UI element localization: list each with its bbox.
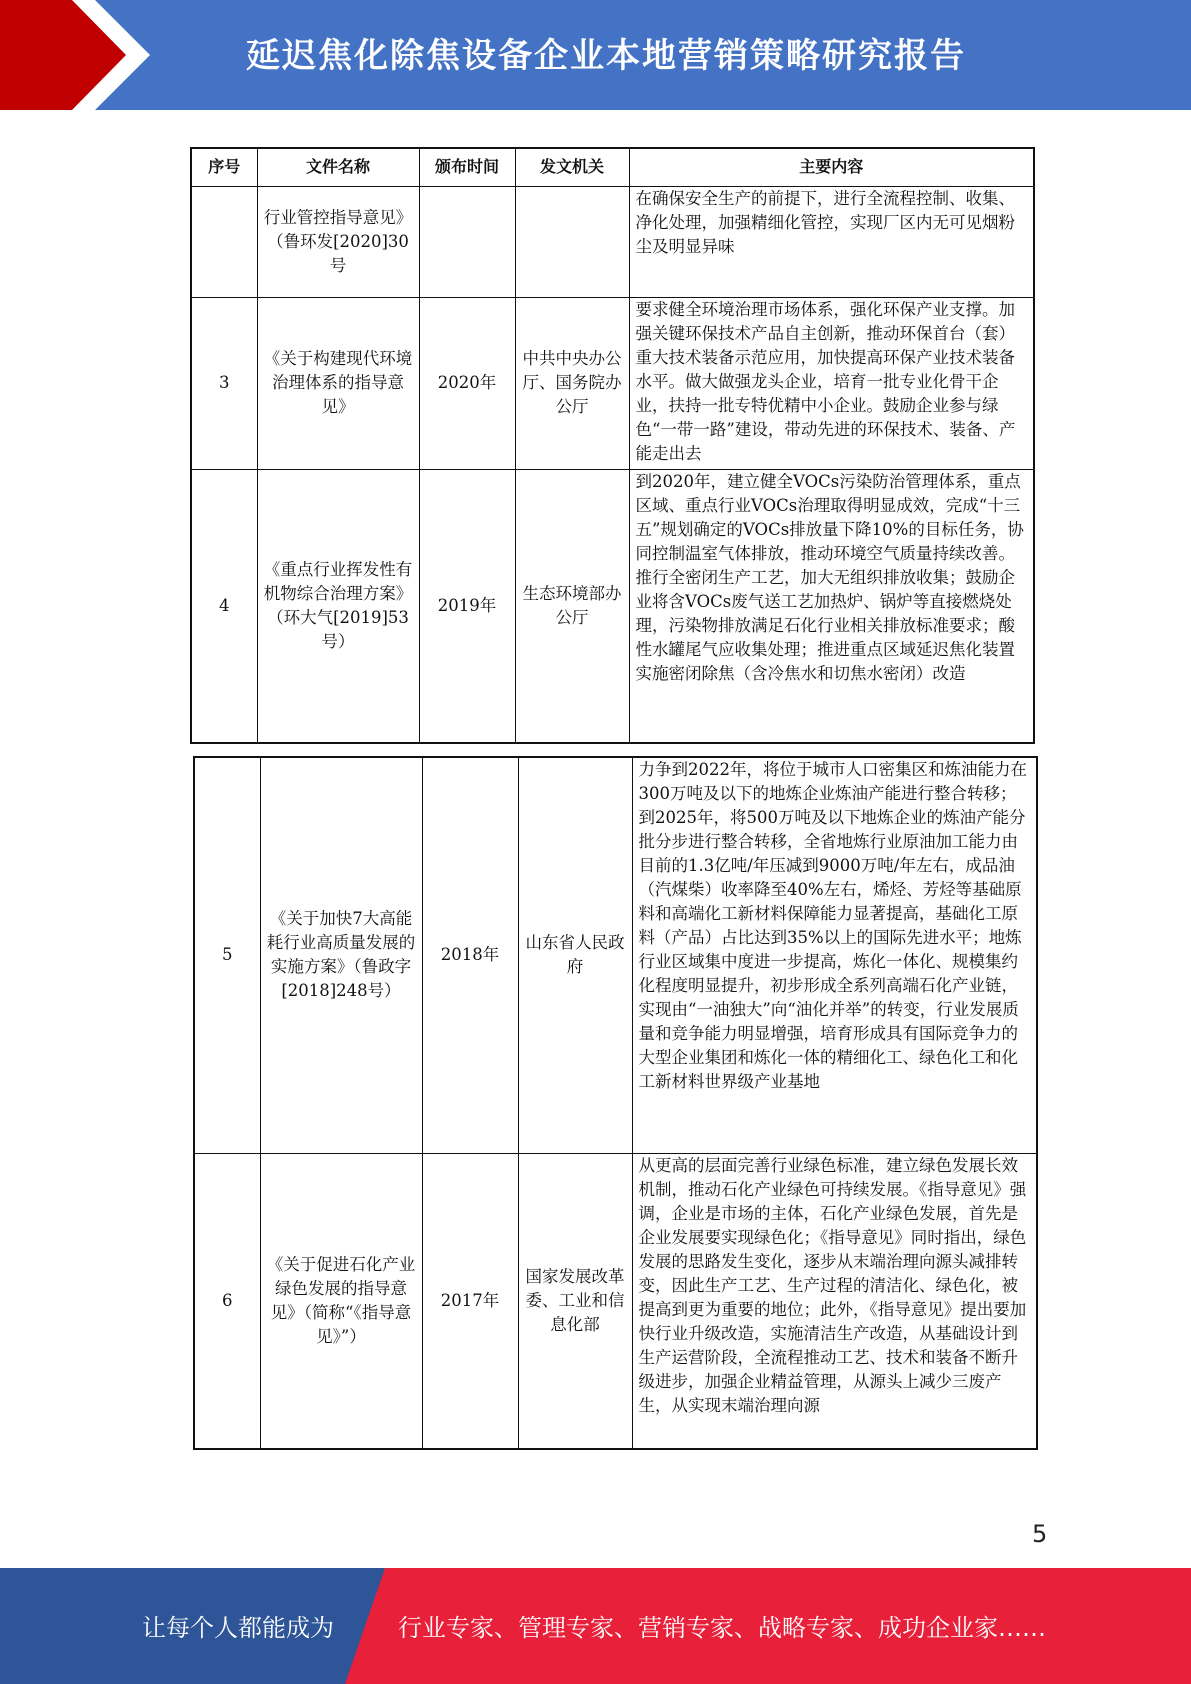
table-row [191, 297, 1034, 469]
page-title: 延迟焦化除焦设备企业本地营销策略研究报告 [246, 36, 966, 76]
page-header [0, 0, 1191, 110]
col-header-issuer: 发文机关 [515, 148, 629, 186]
cell-no: 3 [191, 297, 257, 469]
header-chevron-icon [0, 0, 160, 110]
col-header-name: 文件名称 [257, 148, 419, 186]
table-row [194, 757, 1037, 1153]
cell-content: 力争到2022年，将位于城市人口密集区和炼油能力在300万吨及以下的地炼企业炼油产能进行整合转移；到2025年，将500万吨及以下地炼企业的炼油产能分批分步进行整合转移，全省地炼行业原油加工能力由目前的1.3亿吨/年压减到9000万吨/年左右，成品油（汽煤柴）收率降至40%左右，烯烃、芳烃等基础原料和高端化工新材料保障能力显著提高，基础化工原料（产品）占比达到35%以上的国际先进水平；地炼行业区域集中度进一步提高，炼化一体化、规模集约化程度明显提升，初步形成全系列高端石化产业链，实现由“一油独大”向“油化并举”的转变，行业发展质量和竞争能力明显增强，培育形成具有国际竞争力的大型企业集团和炼化一体的精细化工、绿色化工和化工新材料世界级产业基地 [632, 757, 1037, 1153]
table-row [191, 469, 1034, 743]
cell-date: 2019年 [419, 469, 515, 743]
cell-name: 《重点行业挥发性有机物综合治理方案》（环大气[2019]53号） [257, 469, 419, 743]
table-row [194, 1153, 1037, 1449]
col-header-content: 主要内容 [629, 148, 1034, 186]
col-header-no: 序号 [191, 148, 257, 186]
table-header-row [191, 148, 1034, 186]
footer-slogan-left: 让每个人都能成为 [142, 1614, 334, 1642]
cell-date: 2020年 [419, 297, 515, 469]
cell-name: 《关于加快7大高能耗行业高质量发展的实施方案》（鲁政字[2018]248号） [260, 757, 422, 1153]
cell-issuer: 生态环境部办公厅 [515, 469, 629, 743]
cell-no: 5 [194, 757, 260, 1153]
cell-issuer [515, 186, 629, 297]
cell-date: 2018年 [422, 757, 518, 1153]
cell-issuer: 国家发展改革委、工业和信息化部 [518, 1153, 632, 1449]
table-row [191, 186, 1034, 297]
policy-table-part-1 [190, 147, 1035, 744]
cell-content: 到2020年，建立健全VOCs污染防治管理体系，重点区域、重点行业VOCs治理取得明显成效，完成“十三五”规划确定的VOCs排放量下降10%的目标任务，协同控制温室气体排放，推动环境空气质量持续改善。推行全密闭生产工艺，加大无组织排放收集；鼓励企业将含VOCs废气送工艺加热炉、锅炉等直接燃烧处理，污染物排放满足石化行业相关排放标准要求；酸性水罐尾气应收集处理；推进重点区域延迟焦化装置实施密闭除焦（含冷焦水和切焦水密闭）改造 [629, 469, 1034, 743]
cell-name: 《关于促进石化产业绿色发展的指导意见》（简称“《指导意见》”） [260, 1153, 422, 1449]
cell-name: 《关于构建现代环境治理体系的指导意见》 [257, 297, 419, 469]
col-header-date: 颁布时间 [419, 148, 515, 186]
cell-name: 行业管控指导意见》（鲁环发[2020]30号 [257, 186, 419, 297]
policy-table-part-2 [193, 756, 1038, 1450]
cell-issuer: 中共中央办公厅、国务院办公厅 [515, 297, 629, 469]
cell-no: 4 [191, 469, 257, 743]
cell-date: 2017年 [422, 1153, 518, 1449]
cell-content: 要求健全环境治理市场体系，强化环保产业支撑。加强关键环保技术产品自主创新，推动环保首台（套）重大技术装备示范应用，加快提高环保产业技术装备水平。做大做强龙头企业，培育一批专业化骨干企业，扶持一批专特优精中小企业。鼓励企业参与绿色“一带一路”建设，带动先进的环保技术、装备、产能走出去 [629, 297, 1034, 469]
cell-no: 6 [194, 1153, 260, 1449]
page-number: 5 [1032, 1520, 1048, 1548]
cell-no [191, 186, 257, 297]
cell-content: 从更高的层面完善行业绿色标准，建立绿色发展长效机制，推动石化产业绿色可持续发展。《指导意见》强调，企业是市场的主体，石化产业绿色发展，首先是企业发展要实现绿色化；《指导意见》同时指出，绿色发展的思路发生变化，逐步从末端治理向源头减排转变，因此生产工艺、生产过程的清洁化、绿色化，被提高到更为重要的地位；此外，《指导意见》提出要加快行业升级改造，实施清洁生产改造，从基础设计到生产运营阶段，全流程推动工艺、技术和装备不断升级进步，加强企业精益管理，从源头上减少三废产生，从实现末端治理向源 [632, 1153, 1037, 1449]
cell-content: 在确保安全生产的前提下，进行全流程控制、收集、净化处理，加强精细化管控，实现厂区内无可见烟粉尘及明显异味 [629, 186, 1034, 297]
page-footer [0, 1568, 1191, 1684]
cell-date [419, 186, 515, 297]
cell-issuer: 山东省人民政府 [518, 757, 632, 1153]
footer-slogan-right: 行业专家、管理专家、营销专家、战略专家、成功企业家…… [398, 1614, 1046, 1642]
